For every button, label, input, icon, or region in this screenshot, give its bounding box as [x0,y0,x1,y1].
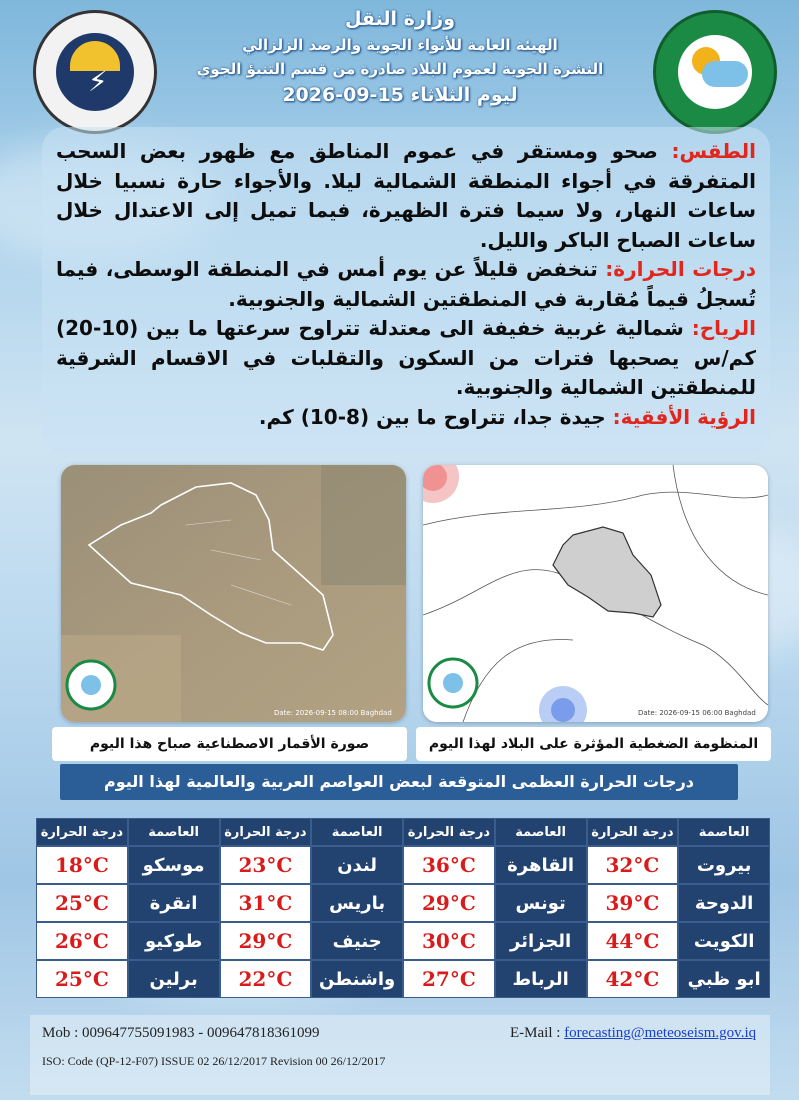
weather-text: صحو ومستقر في عموم المناطق مع ظهور بعض السحب المتفرقة في أجواء المنطقة الشمالية ليلا. والأجواء حارة نسبيا خلال ساعات النهار، ولا سيما فترة الظهيرة، فيما تميل إلى الاعتدال خلال ساعات الصباح الباكر والليل. [56,139,756,252]
temp-cell: 29°C [403,884,495,922]
city-cell: الدوحة [678,884,770,922]
forecasting-dept-logo [33,10,157,134]
temp-cell: 26°C [36,922,128,960]
column-header-city: العاصمة [128,818,220,846]
satellite-image [61,465,406,722]
city-cell: جنيف [311,922,403,960]
column-header-city: العاصمة [495,818,587,846]
city-cell: بيروت [678,846,770,884]
city-cell: الرباط [495,960,587,998]
column-header-temp: درجة الحرارة [220,818,312,846]
pressure-map-svg [423,465,768,722]
temperature-label: درجات الحرارة: [605,257,756,281]
visibility-text: جيدة جدا، تتراوح ما بين (8-10) كم. [258,404,613,429]
city-cell: باريس [311,884,403,922]
cloud-icon [702,61,748,87]
satellite-caption: صورة الأقمار الاصطناعية صباح هذا اليوم [52,727,407,761]
temp-cell: 25°C [36,960,128,998]
temp-cell: 44°C [587,922,679,960]
city-cell: طوكيو [128,922,220,960]
temp-cell: 25°C [36,884,128,922]
table-header-row [36,818,770,846]
city-cell: القاهرة [495,846,587,884]
forecast-panel [42,127,770,453]
city-cell: لندن [311,846,403,884]
visibility-label: الرؤية الأفقية: [612,404,756,429]
ministry-title: وزارة النقل [344,8,456,30]
table-row [36,922,770,960]
table-row [36,884,770,922]
temp-cell: 39°C [587,884,679,922]
column-header-city: العاصمة [311,818,403,846]
authority-title: الهيئة العامة للأنواء الجوية والرصد الزلزالي [242,36,558,54]
column-header-temp: درجة الحرارة [403,818,495,846]
wind-label: الرياح: [691,316,756,340]
visibility-paragraph [56,403,756,433]
capitals-temperature-table [36,818,770,998]
city-cell: واشنطن [311,960,403,998]
table-row [36,846,770,884]
pressure-timestamp: Date: 2026-09-15 06:00 Baghdad [638,709,756,717]
temp-cell: 30°C [403,922,495,960]
weather-label: الطقس: [671,139,756,163]
capitals-title: درجات الحرارة العظمى المتوقعة لبعض العواصم العربية والعالمية لهذا اليوم [60,764,738,800]
city-cell: تونس [495,884,587,922]
city-cell: الكويت [678,922,770,960]
temp-cell: 32°C [587,846,679,884]
temperature-paragraph [56,255,756,314]
email-link[interactable]: forecasting@meteoseism.gov.iq [564,1025,757,1041]
wind-paragraph [56,314,756,403]
temp-cell: 42°C [587,960,679,998]
email-label: E-Mail : [510,1025,565,1041]
meteorological-organization-logo [653,10,777,134]
city-cell: الجزائر [495,922,587,960]
wind-text: شمالية غربية خفيفة الى معتدلة تتراوح سرعتها ما بين (10-20) كم/س يصحبها فترات من السكون والتقلبات في الاقسام الشرقية للمنطقتين الشمالية والجنوبية. [56,316,756,399]
bulletin-title: النشرة الجوية لعموم البلاد صادرة من قسم التنبؤ الجوي [196,60,604,78]
email-line [510,1025,756,1042]
temp-cell: 27°C [403,960,495,998]
table-row [36,960,770,998]
temperature-text: تنخفض قليلاً عن يوم أمس في المنطقة الوسطى، فيما تُسجلُ قيماً مُقاربة في المنطقتين الشمالية والجنوبية. [56,257,756,311]
column-header-temp: درجة الحرارة [36,818,128,846]
temp-cell: 22°C [220,960,312,998]
temp-cell: 36°C [403,846,495,884]
pressure-chart [423,465,768,722]
city-cell: برلين [128,960,220,998]
temp-cell: 31°C [220,884,312,922]
mobile-numbers: Mob : 009647755091983 - 009647818361099 [42,1025,320,1041]
pressure-caption: المنظومة الضغطية المؤثرة على البلاد لهذا اليوم [416,727,771,761]
satellite-map-svg [61,465,406,722]
iso-code: ISO: Code (QP-12-F07) ISSUE 02 26/12/2017 Revision 00 26/12/2017 [42,1054,386,1068]
date-line: ليوم الثلاثاء 15-09-2026 [282,84,518,106]
temp-cell: 18°C [36,846,128,884]
temp-cell: 23°C [220,846,312,884]
city-cell: موسكو [128,846,220,884]
column-header-city: العاصمة [678,818,770,846]
city-cell: ابو ظبي [678,960,770,998]
satellite-timestamp: Date: 2026-09-15 08:00 Baghdad [274,709,392,717]
temp-cell: 29°C [220,922,312,960]
lightning-icon: ⚡ [88,65,108,98]
city-cell: انقرة [128,884,220,922]
column-header-temp: درجة الحرارة [587,818,679,846]
weather-paragraph [56,137,756,255]
